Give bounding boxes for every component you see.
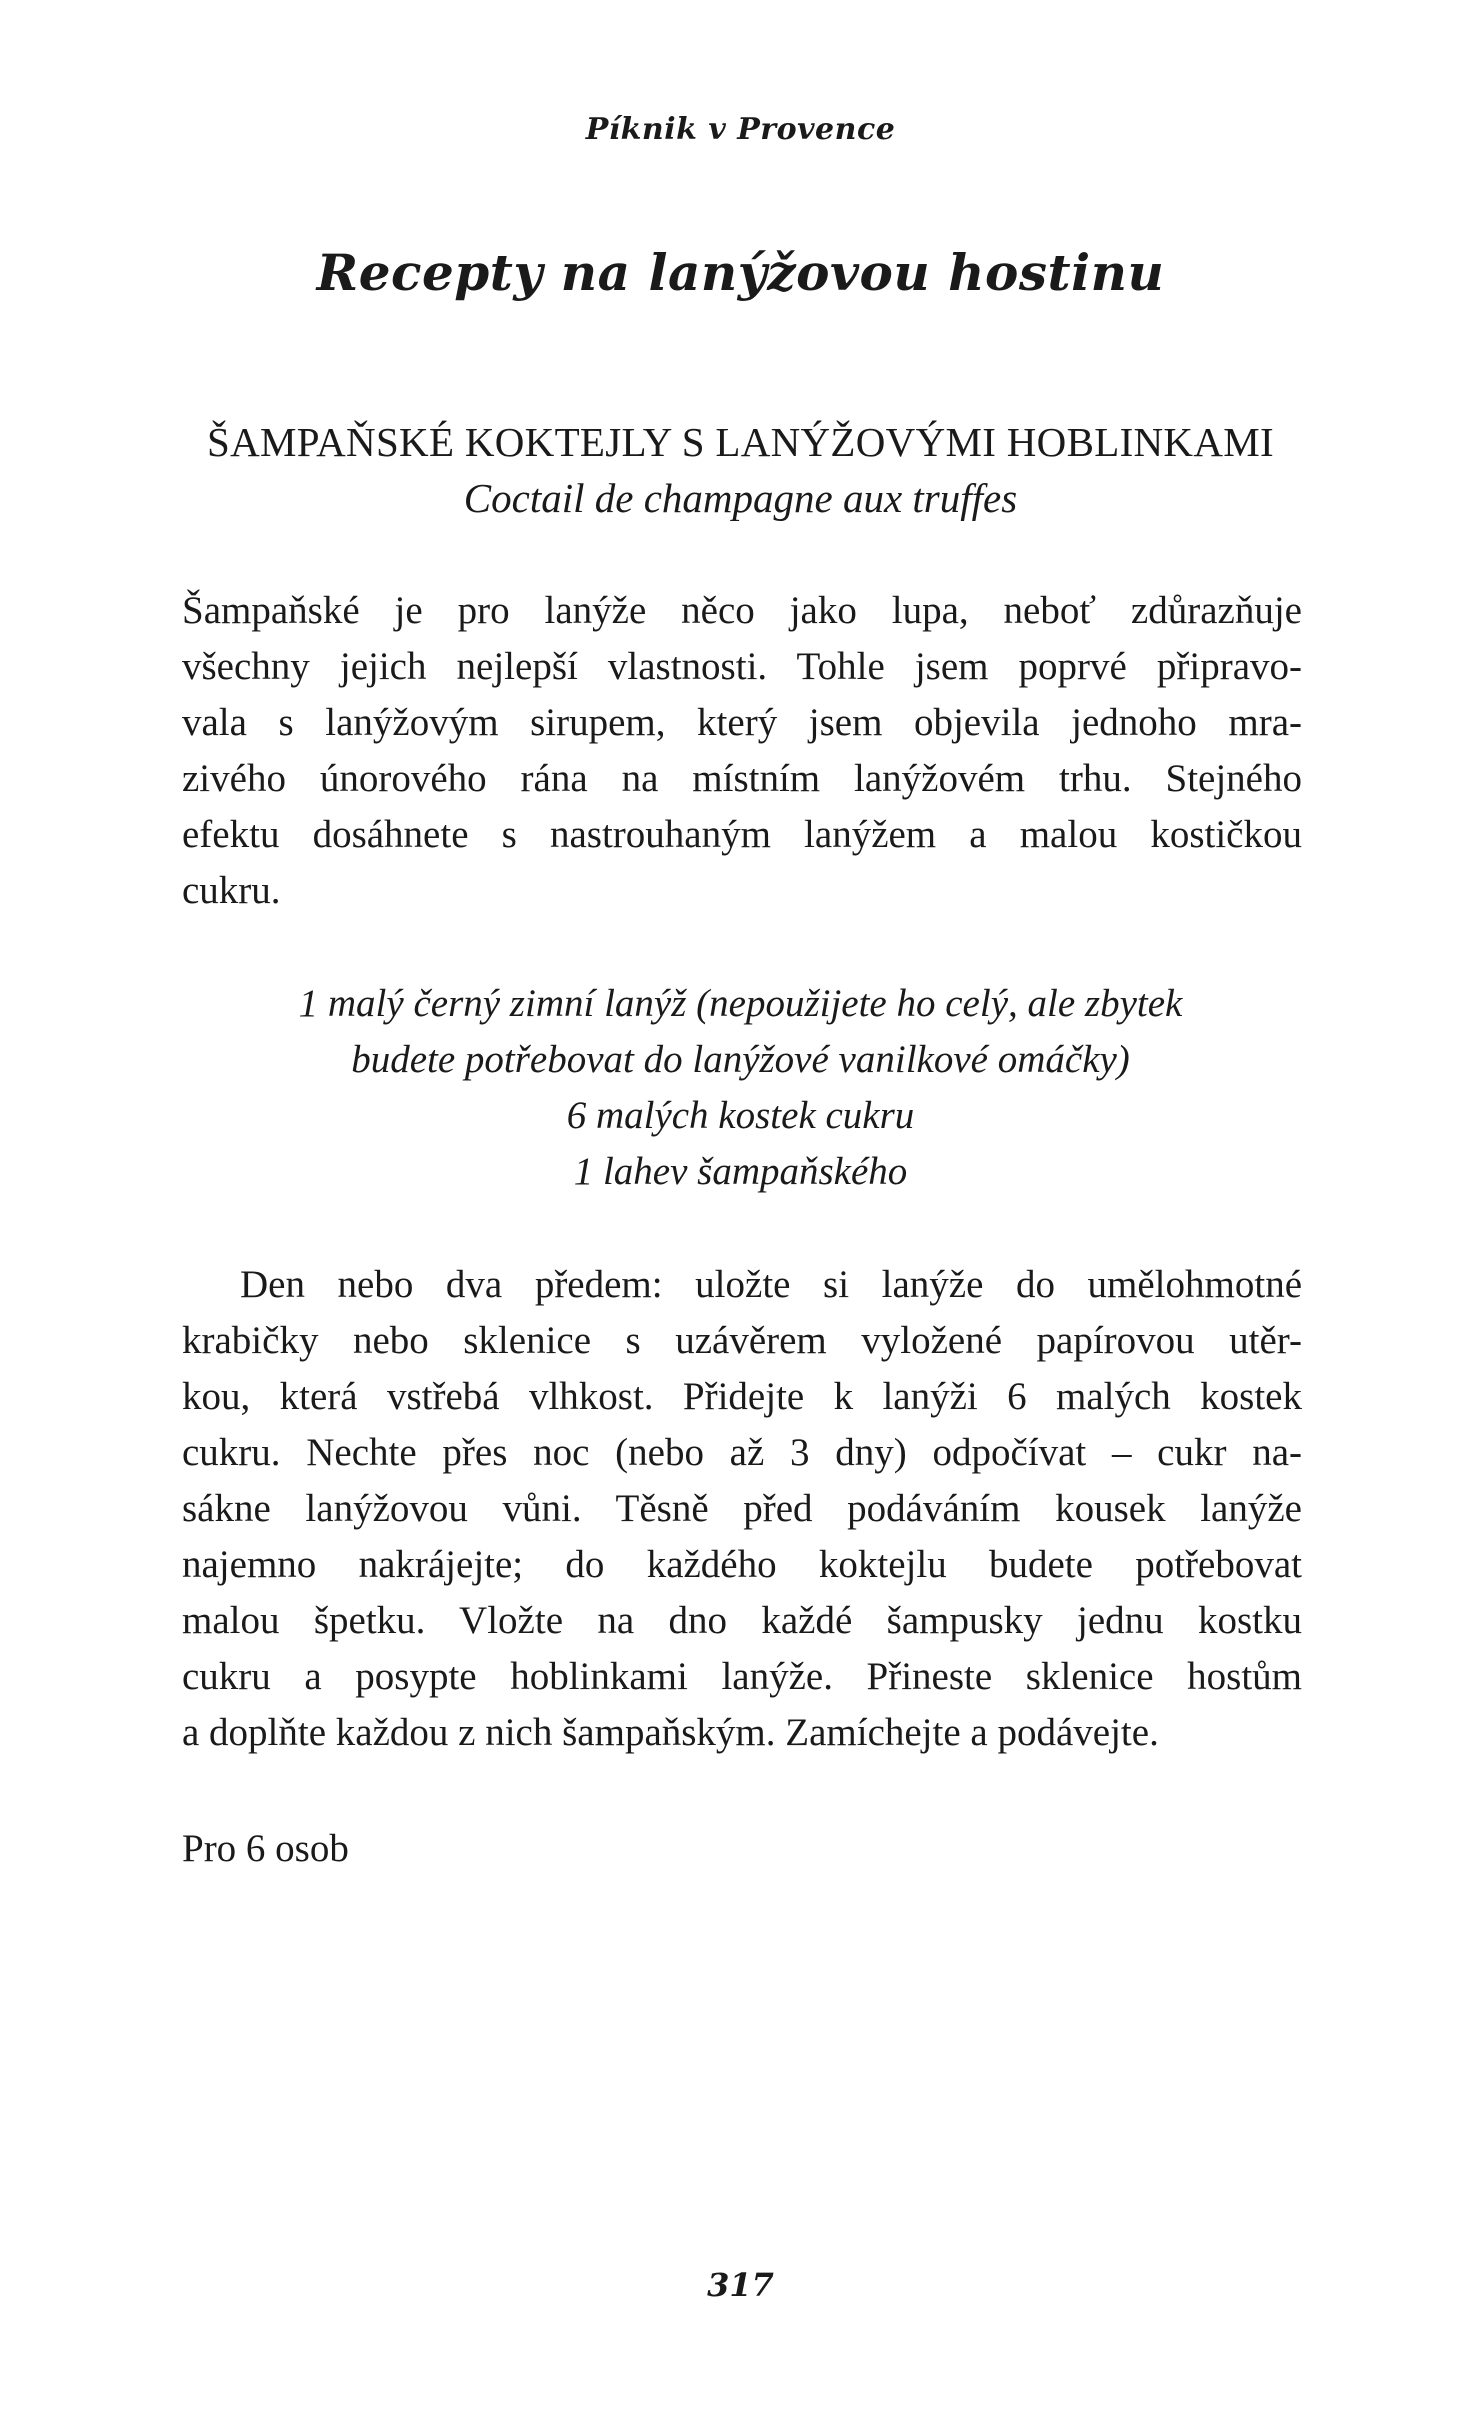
method-line: Den nebo dva předem: uložte si lanýže do umělohmotné — [240, 1263, 1302, 1306]
running-header: Píknik v Provence — [585, 112, 896, 147]
page-number: 317 — [707, 2266, 774, 2304]
ingredient-line: 1 malý černý zimní lanýž (nepoužijete ho celý, ale zbytek — [298, 982, 1183, 1025]
method-line: a doplňte každou z nich šampaňským. Zamíchejte a podávejte. — [182, 1711, 1159, 1754]
recipe-subtitle: Coctail de champagne aux truffes — [463, 475, 1018, 521]
method-line: najemno nakrájejte; do každého koktejlu budete potřebovat — [182, 1543, 1302, 1586]
method-line: cukru. Nechte přes noc (nebo až 3 dny) odpočívat – cukr na- — [182, 1431, 1302, 1474]
method-line: malou špetku. Vložte na dno každé šampusky jednu kostku — [182, 1599, 1302, 1642]
servings: Pro 6 osob — [182, 1827, 349, 1870]
intro-line: vala s lanýžovým sirupem, který jsem objevila jednoho mra- — [182, 701, 1302, 744]
method-line: cukru a posypte hoblinkami lanýže. Přineste sklenice hostům — [182, 1655, 1302, 1698]
chapter-title: Recepty na lanýžovou hostinu — [316, 243, 1165, 302]
method-line: sákne lanýžovou vůni. Těsně před podáváním kousek lanýže — [182, 1487, 1302, 1530]
intro-line: efektu dosáhnete s nastrouhaným lanýžem a malou kostičkou — [182, 813, 1302, 856]
intro-line: všechny jejich nejlepší vlastnosti. Tohle jsem poprvé připravo- — [182, 645, 1302, 688]
intro-line: cukru. — [182, 869, 281, 912]
ingredient-line: 1 lahev šampaňského — [573, 1150, 908, 1193]
ingredient-list — [0, 976, 1481, 1200]
intro-line: zivého únorového rána na místním lanýžovém trhu. Stejného — [182, 757, 1302, 800]
ingredient-line: budete potřebovat do lanýžové vanilkové omáčky) — [351, 1038, 1130, 1081]
intro-line: Šampaňské je pro lanýže něco jako lupa, neboť zdůrazňuje — [182, 589, 1302, 632]
ingredient-line: 6 malých kostek cukru — [566, 1094, 915, 1137]
recipe-method — [182, 1257, 1302, 1761]
recipe-intro — [182, 583, 1302, 919]
recipe-title: ŠAMPAŇSKÉ KOKTEJLY S LANÝŽOVÝMI HOBLINKAMI — [207, 419, 1274, 465]
method-line: kou, která vstřebá vlhkost. Přidejte k lanýži 6 malých kostek — [182, 1375, 1302, 1418]
method-line: krabičky nebo sklenice s uzávěrem vyložené papírovou utěr- — [182, 1319, 1302, 1362]
